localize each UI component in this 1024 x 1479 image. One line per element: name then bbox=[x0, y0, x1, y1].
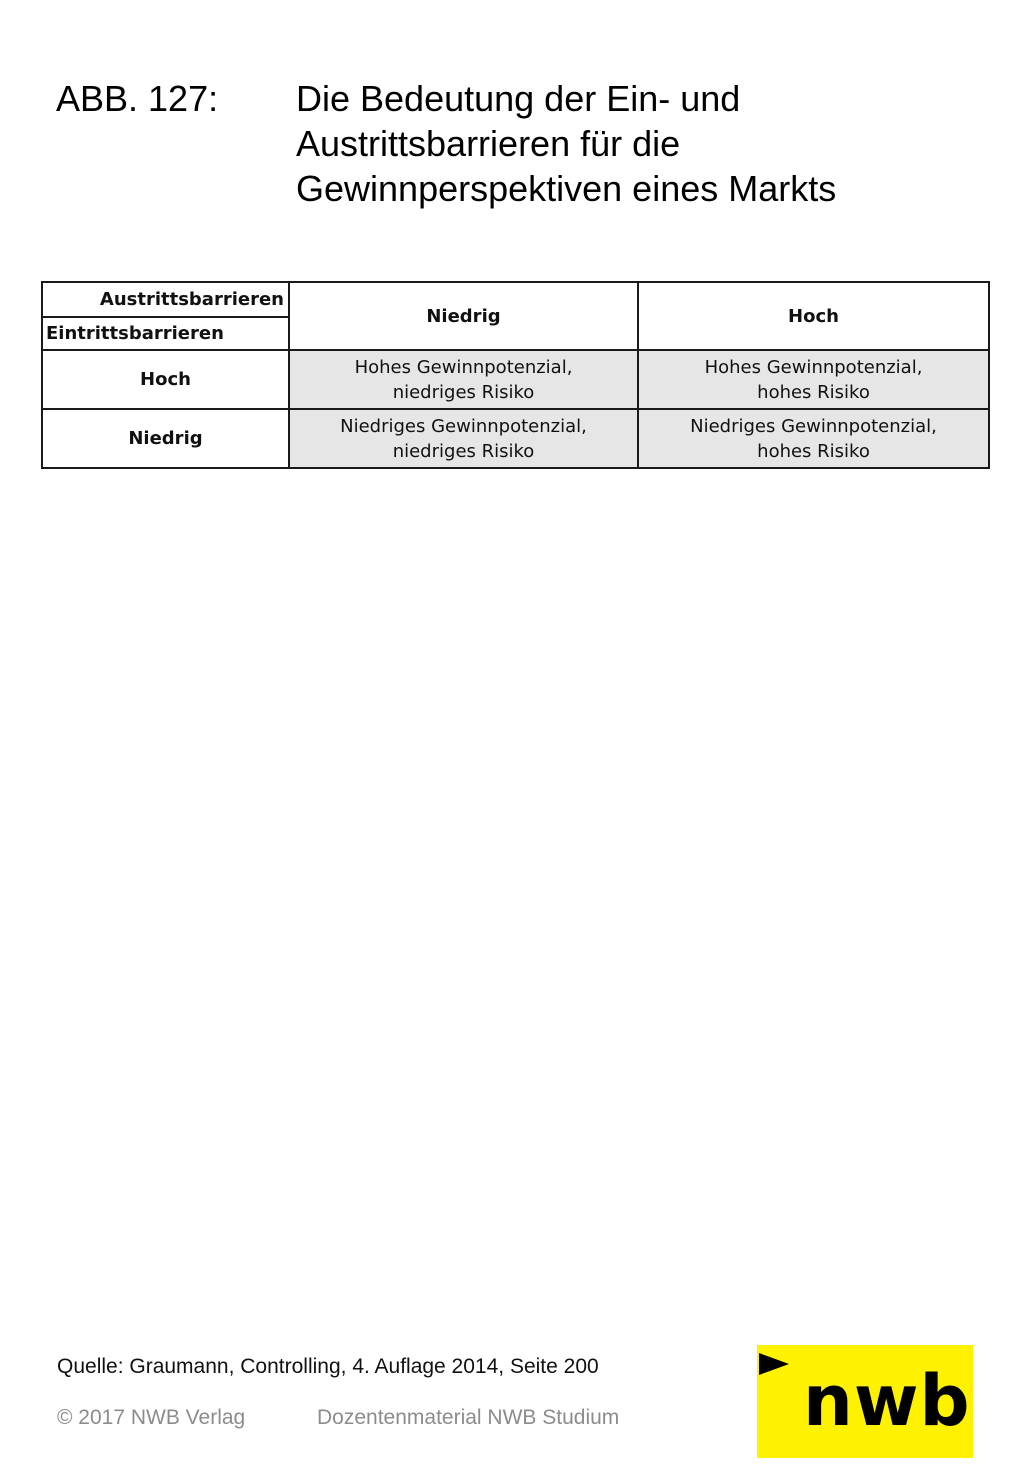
cell-line: Hohes Gewinnpotenzial, bbox=[704, 356, 923, 378]
figure-title-line: Gewinnperspektiven eines Markts bbox=[296, 168, 837, 209]
matrix-cell bbox=[289, 350, 638, 409]
cell-line: niedriges Risiko bbox=[392, 381, 535, 403]
corner-label-entry-barriers: Eintrittsbarrieren bbox=[46, 323, 224, 344]
cell-line: niedriges Risiko bbox=[392, 440, 535, 462]
matrix-cell bbox=[638, 409, 989, 468]
source-citation: Quelle: Graumann, Controlling, 4. Auflage 2014, Seite 200 bbox=[57, 1355, 599, 1378]
cell-line: Hohes Gewinnpotenzial, bbox=[354, 356, 573, 378]
barrier-matrix-table bbox=[41, 281, 990, 469]
matrix-corner-cell bbox=[42, 282, 289, 350]
matrix-cell bbox=[289, 409, 638, 468]
row-header-high: Hoch bbox=[42, 350, 289, 409]
corner-label-exit-barriers: Austrittsbarrieren bbox=[43, 283, 288, 318]
cell-line: hohes Risiko bbox=[757, 440, 870, 462]
table-row bbox=[42, 350, 989, 409]
footer-copyright: © 2017 NWB Verlag bbox=[57, 1406, 246, 1429]
table-row bbox=[42, 409, 989, 468]
logo-wordmark: nwb bbox=[803, 1360, 971, 1442]
figure-title bbox=[296, 76, 956, 211]
figure-title-line: Die Bedeutung der Ein- und bbox=[296, 78, 741, 119]
cell-line: Niedriges Gewinnpotenzial, bbox=[340, 415, 587, 437]
cell-line: hohes Risiko bbox=[757, 381, 870, 403]
column-header-high: Hoch bbox=[638, 282, 989, 350]
play-arrow-icon bbox=[759, 1353, 789, 1375]
figure-label: ABB. 127: bbox=[56, 78, 219, 119]
nwb-logo bbox=[757, 1345, 973, 1458]
row-header-low: Niedrig bbox=[42, 409, 289, 468]
footer-material: Dozentenmaterial NWB Studium bbox=[317, 1406, 620, 1429]
figure-title-line: Austrittsbarrieren für die bbox=[296, 123, 681, 164]
column-header-low: Niedrig bbox=[289, 282, 638, 350]
cell-line: Niedriges Gewinnpotenzial, bbox=[690, 415, 937, 437]
matrix-cell bbox=[638, 350, 989, 409]
